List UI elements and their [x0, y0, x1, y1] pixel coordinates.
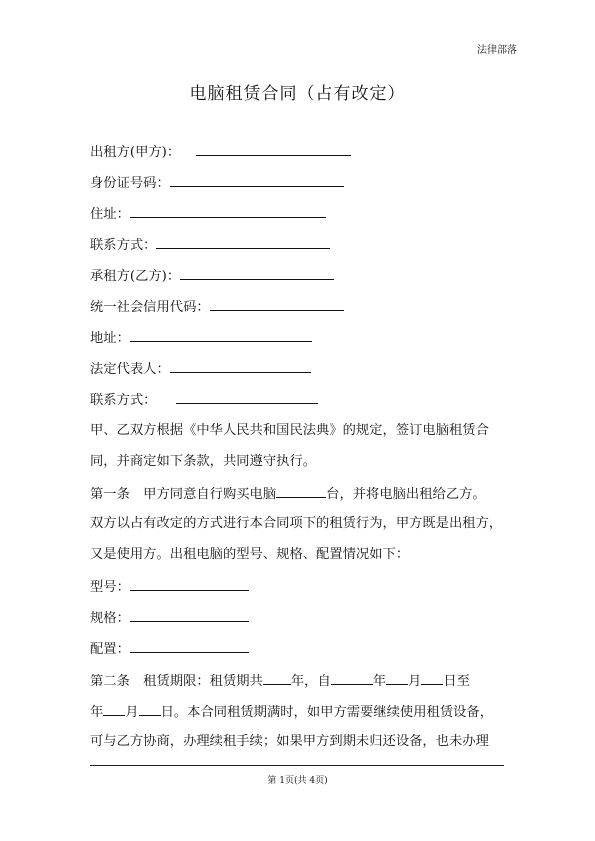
address-label: 住址： — [90, 207, 130, 222]
lessee-contact-label: 联系方式： — [90, 393, 157, 408]
model-line — [90, 577, 249, 597]
config-label: 配置： — [90, 642, 130, 657]
article-2-text-a: 第二条 租赁期限：租赁期共 — [90, 674, 263, 689]
credit-code-label: 统一社会信用代码： — [90, 300, 210, 315]
config-blank — [130, 639, 249, 653]
lessee-address-blank — [130, 328, 312, 342]
legal-rep-blank — [170, 359, 311, 373]
id-line — [90, 173, 344, 193]
article-2-text-f: 年 — [90, 705, 104, 720]
spec-label: 规格： — [90, 611, 130, 626]
end-day-blank — [139, 702, 161, 716]
lessee-blank — [180, 266, 334, 280]
lessee-contact-blank — [176, 390, 318, 404]
article-2-text-c: 年 — [372, 674, 387, 689]
brand-label: 法律部落 — [477, 45, 517, 56]
start-day-blank — [421, 671, 443, 685]
start-year-blank — [331, 671, 373, 685]
footer-divider — [90, 765, 504, 766]
article-2-text-b: 年，自 — [290, 674, 331, 689]
intro-line-2: 同，并商定如下条款，共同遵守执行。 — [90, 454, 317, 469]
article-2-text-h: 日。本合同租赁期满时，如甲方需要继续使用租赁设备， — [160, 705, 494, 720]
model-blank — [130, 577, 249, 591]
document-title: 电脑租赁合同（占有改定） — [189, 84, 406, 104]
term-years-blank — [263, 671, 291, 685]
config-line — [90, 639, 249, 659]
article-1-line-3: 又是使用方。出租电脑的型号、规格、配置情况如下： — [90, 547, 410, 562]
legal-rep-line — [90, 359, 311, 379]
article-2-text-e: 日至 — [443, 674, 470, 689]
intro-line-1: 甲、乙双方根据《中华人民共和国民法典》的规定，签订电脑租赁合 — [90, 423, 489, 438]
lessee-address-line — [90, 328, 312, 348]
lessee-label: 承租方(乙方)： — [90, 269, 181, 284]
lessee-line — [90, 266, 334, 286]
article-2-text-d: 月 — [408, 674, 422, 689]
page-number: 第 1页(共 4页) — [267, 776, 328, 786]
contact-blank — [156, 235, 330, 249]
end-month-blank — [103, 702, 125, 716]
article-1-line-2: 双方以占有改定的方式进行本合同项下的租赁行为，甲方既是出租方， — [90, 516, 503, 531]
start-month-blank — [386, 671, 408, 685]
article-1-text-a: 第一条 甲方同意自行购买电脑 — [90, 487, 277, 502]
lessee-contact-line — [90, 390, 318, 410]
address-line — [90, 204, 326, 224]
address-blank — [130, 204, 326, 218]
legal-rep-label: 法定代表人： — [90, 362, 170, 377]
article-1-text-b: 台，并将电脑出租给乙方。 — [326, 487, 486, 502]
spec-line — [90, 608, 249, 628]
lessee-address-label: 地址： — [90, 331, 130, 346]
contact-line — [90, 235, 330, 255]
spec-blank — [130, 608, 249, 622]
id-blank — [170, 173, 344, 187]
lessor-label: 出租方(甲方)： — [90, 145, 181, 160]
article-2-line-1 — [90, 671, 470, 691]
contact-label: 联系方式： — [90, 238, 157, 253]
model-label: 型号： — [90, 580, 130, 595]
credit-code-blank — [210, 297, 344, 311]
id-label: 身份证号码： — [90, 176, 170, 191]
article-2-text-g: 月 — [125, 705, 139, 720]
article-2-line-3: 可与乙方协商，办理续租手续；如果甲方到期未归还设备，也未办理 — [90, 734, 489, 749]
lessor-blank — [196, 142, 351, 156]
article-1-line-1 — [90, 484, 486, 504]
quantity-blank — [276, 484, 326, 498]
lessor-line — [90, 142, 351, 162]
credit-code-line — [90, 297, 344, 317]
article-2-line-2 — [90, 702, 493, 722]
